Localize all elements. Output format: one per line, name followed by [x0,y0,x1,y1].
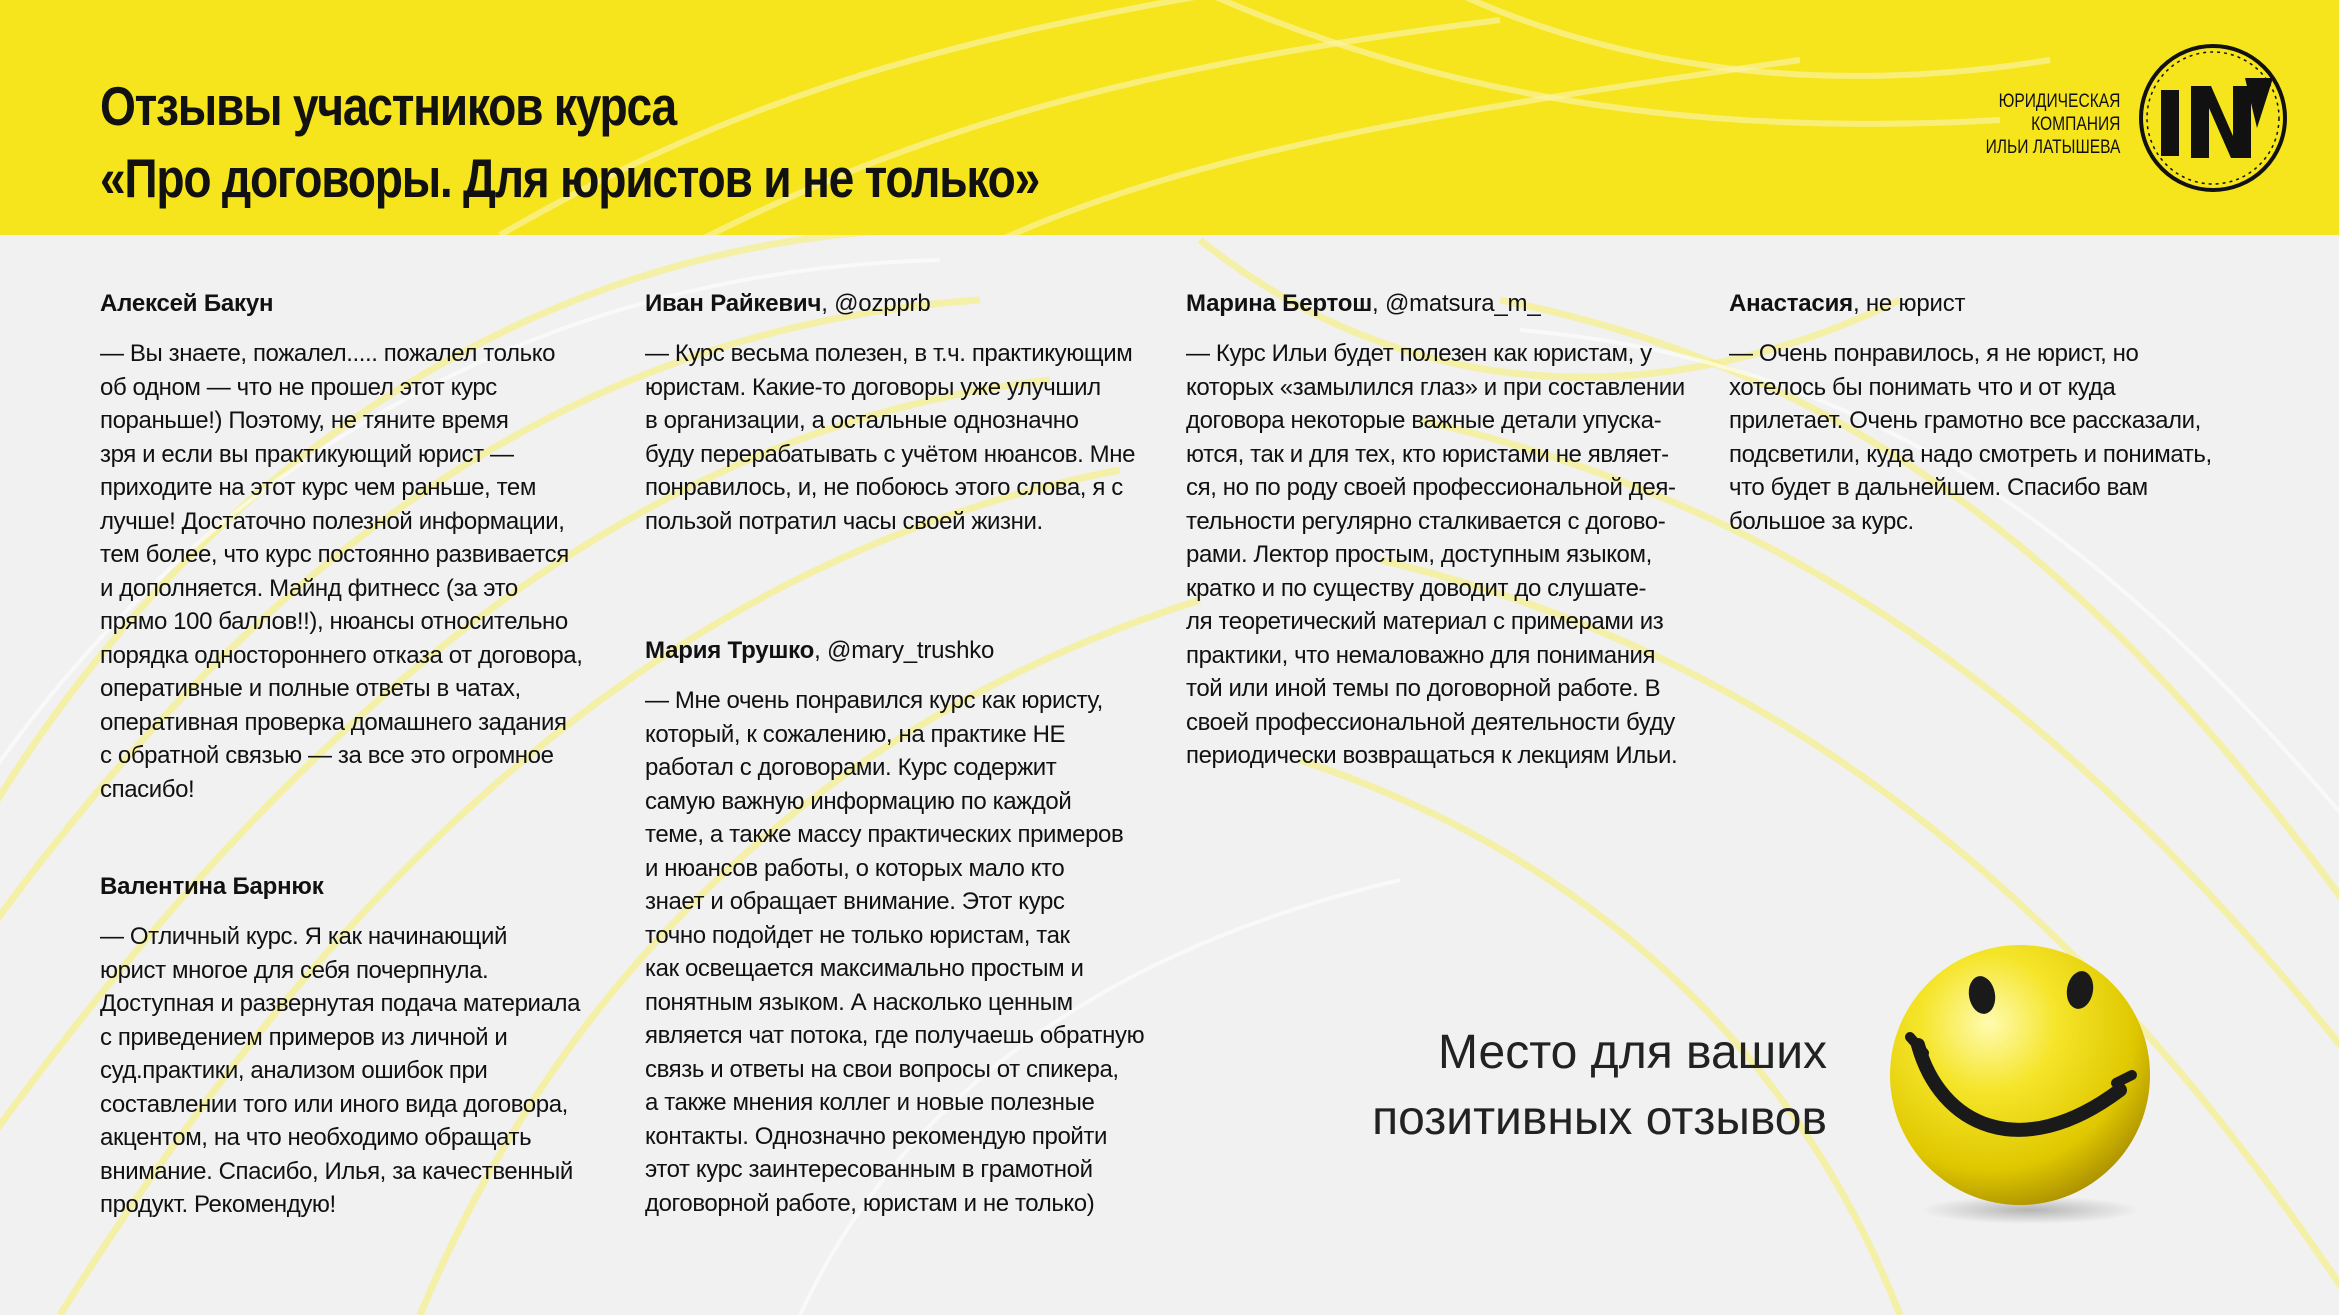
reviewer-name: Анастасия, не юрист [1729,290,1966,317]
reviewer-name: Валентина Барнюк [100,873,324,900]
title-line-2: «Про договоры. Для юристов и не только» [100,147,1040,209]
review-card [645,634,1144,1220]
review-text: — Курс весьма полезен, в т.ч. практикующим юристам. Какие-то договоры уже улучшил в организации, а остальные однозначно буду перерабатывать с учётом нюансов. Мне понравилось, и, не побоюсь этого слова, я с пользой потратил часы своей жизни. [645,340,1136,535]
review-text: — Мне очень понравился курс как юристу, который, к сожалению, на практике НЕ работал с договорами. Курс содержит самую важную информацию по каждой теме, а также массу практических примеров и нюансов работы, о которых мало кто знает и обращает внимание. Этот курс точно подойдет не только юристам, так как освещается максимально простым и понятным языком. А насколько ценным является чат потока, где получаешь обратную связь и ответы на свои вопросы от спикера, а также мнения коллег и новые полезные контакты. Однозначно рекомендую пройти этот курс заинтересованным в грамотной договорной работе, юристам и не только) [645,687,1145,1217]
review-card [1729,287,2212,538]
header-banner [0,0,2339,235]
reviewer-name: Иван Райкевич, @ozpprb [645,290,931,317]
review-text: — Отличный курс. Я как начинающий юрист многое для себя почерпнула. Доступная и развернутая подача материала с приведением примеров из личной и суд.практики, анализом ошибок при составлении того или иного вида договора, акцентом, на что необходимо обращать внимание. Спасибо, Илья, за качественный продукт. Рекомендую! [100,923,581,1218]
company-logo-text [1985,90,2120,159]
reviewer-name: Марина Бертош, @matsura_m_ [1186,290,1541,317]
review-card [100,287,583,806]
page-title [100,70,1039,214]
positive-reviews-caption [1372,1020,1827,1152]
smiley-face-icon [1870,925,2170,1225]
reviewer-name: Алексей Бакун [100,290,274,317]
caption-line-2: позитивных отзывов [1372,1092,1827,1145]
logo-line-1: ЮРИДИЧЕСКАЯ [1998,91,2120,112]
logo-line-3: ИЛЬИ ЛАТЫШЕВА [1985,137,2120,158]
title-line-1: Отзывы участников курса [100,75,676,137]
review-card [645,287,1135,538]
caption-line-1: Место для ваших [1437,1026,1827,1079]
review-text: — Очень понравилось, я не юрист, но хотелось бы понимать что и от куда прилетает. Очень грамотно все рассказали, подсветили, куда надо смотреть и понимать, что будет в дальнейшем. Спасибо вам большое за курс. [1729,340,2212,535]
review-text: — Вы знаете, пожалел..... пожалел только об одном — что не прошел этот курс пораньше!) Поэтому, не тяните время зря и если вы практикующий юрист — приходите на этот курс чем раньше, тем лучше! Достаточно полезной информации, тем более, что курс постоянно развивается и дополняется. Майнд фитнесс (за это прямо 100 баллов!!), нюансы относительно порядка одностороннего отказа от договора, оперативные и полные ответы в чатах, оперативная проверка домашнего задания с обратной связью — за все это огромное спасибо! [100,340,583,803]
review-text: — Курс Ильи будет полезен как юристам, у которых «замылился глаз» и при составлении договора некоторые важные детали упуска- ются, так и для тех, кто юристами не являет- ся, но по роду своей профессиональной дея- тельности регулярно сталкивается с догово- рами. Лектор простым, доступным языком, кратко и по существу доводит до слушате- ля теоретический материал с примерами из практики, что немаловажно для понимания той или иной темы по договорной работе. В своей профессиональной деятельности буду периодически возвращаться к лекциям Ильи. [1186,340,1685,769]
review-card [100,870,580,1222]
company-monogram-icon [2133,38,2293,198]
review-card [1186,287,1685,773]
reviewer-name: Мария Трушко, @mary_trushko [645,637,995,664]
logo-line-2: КОМПАНИЯ [2030,114,2120,135]
